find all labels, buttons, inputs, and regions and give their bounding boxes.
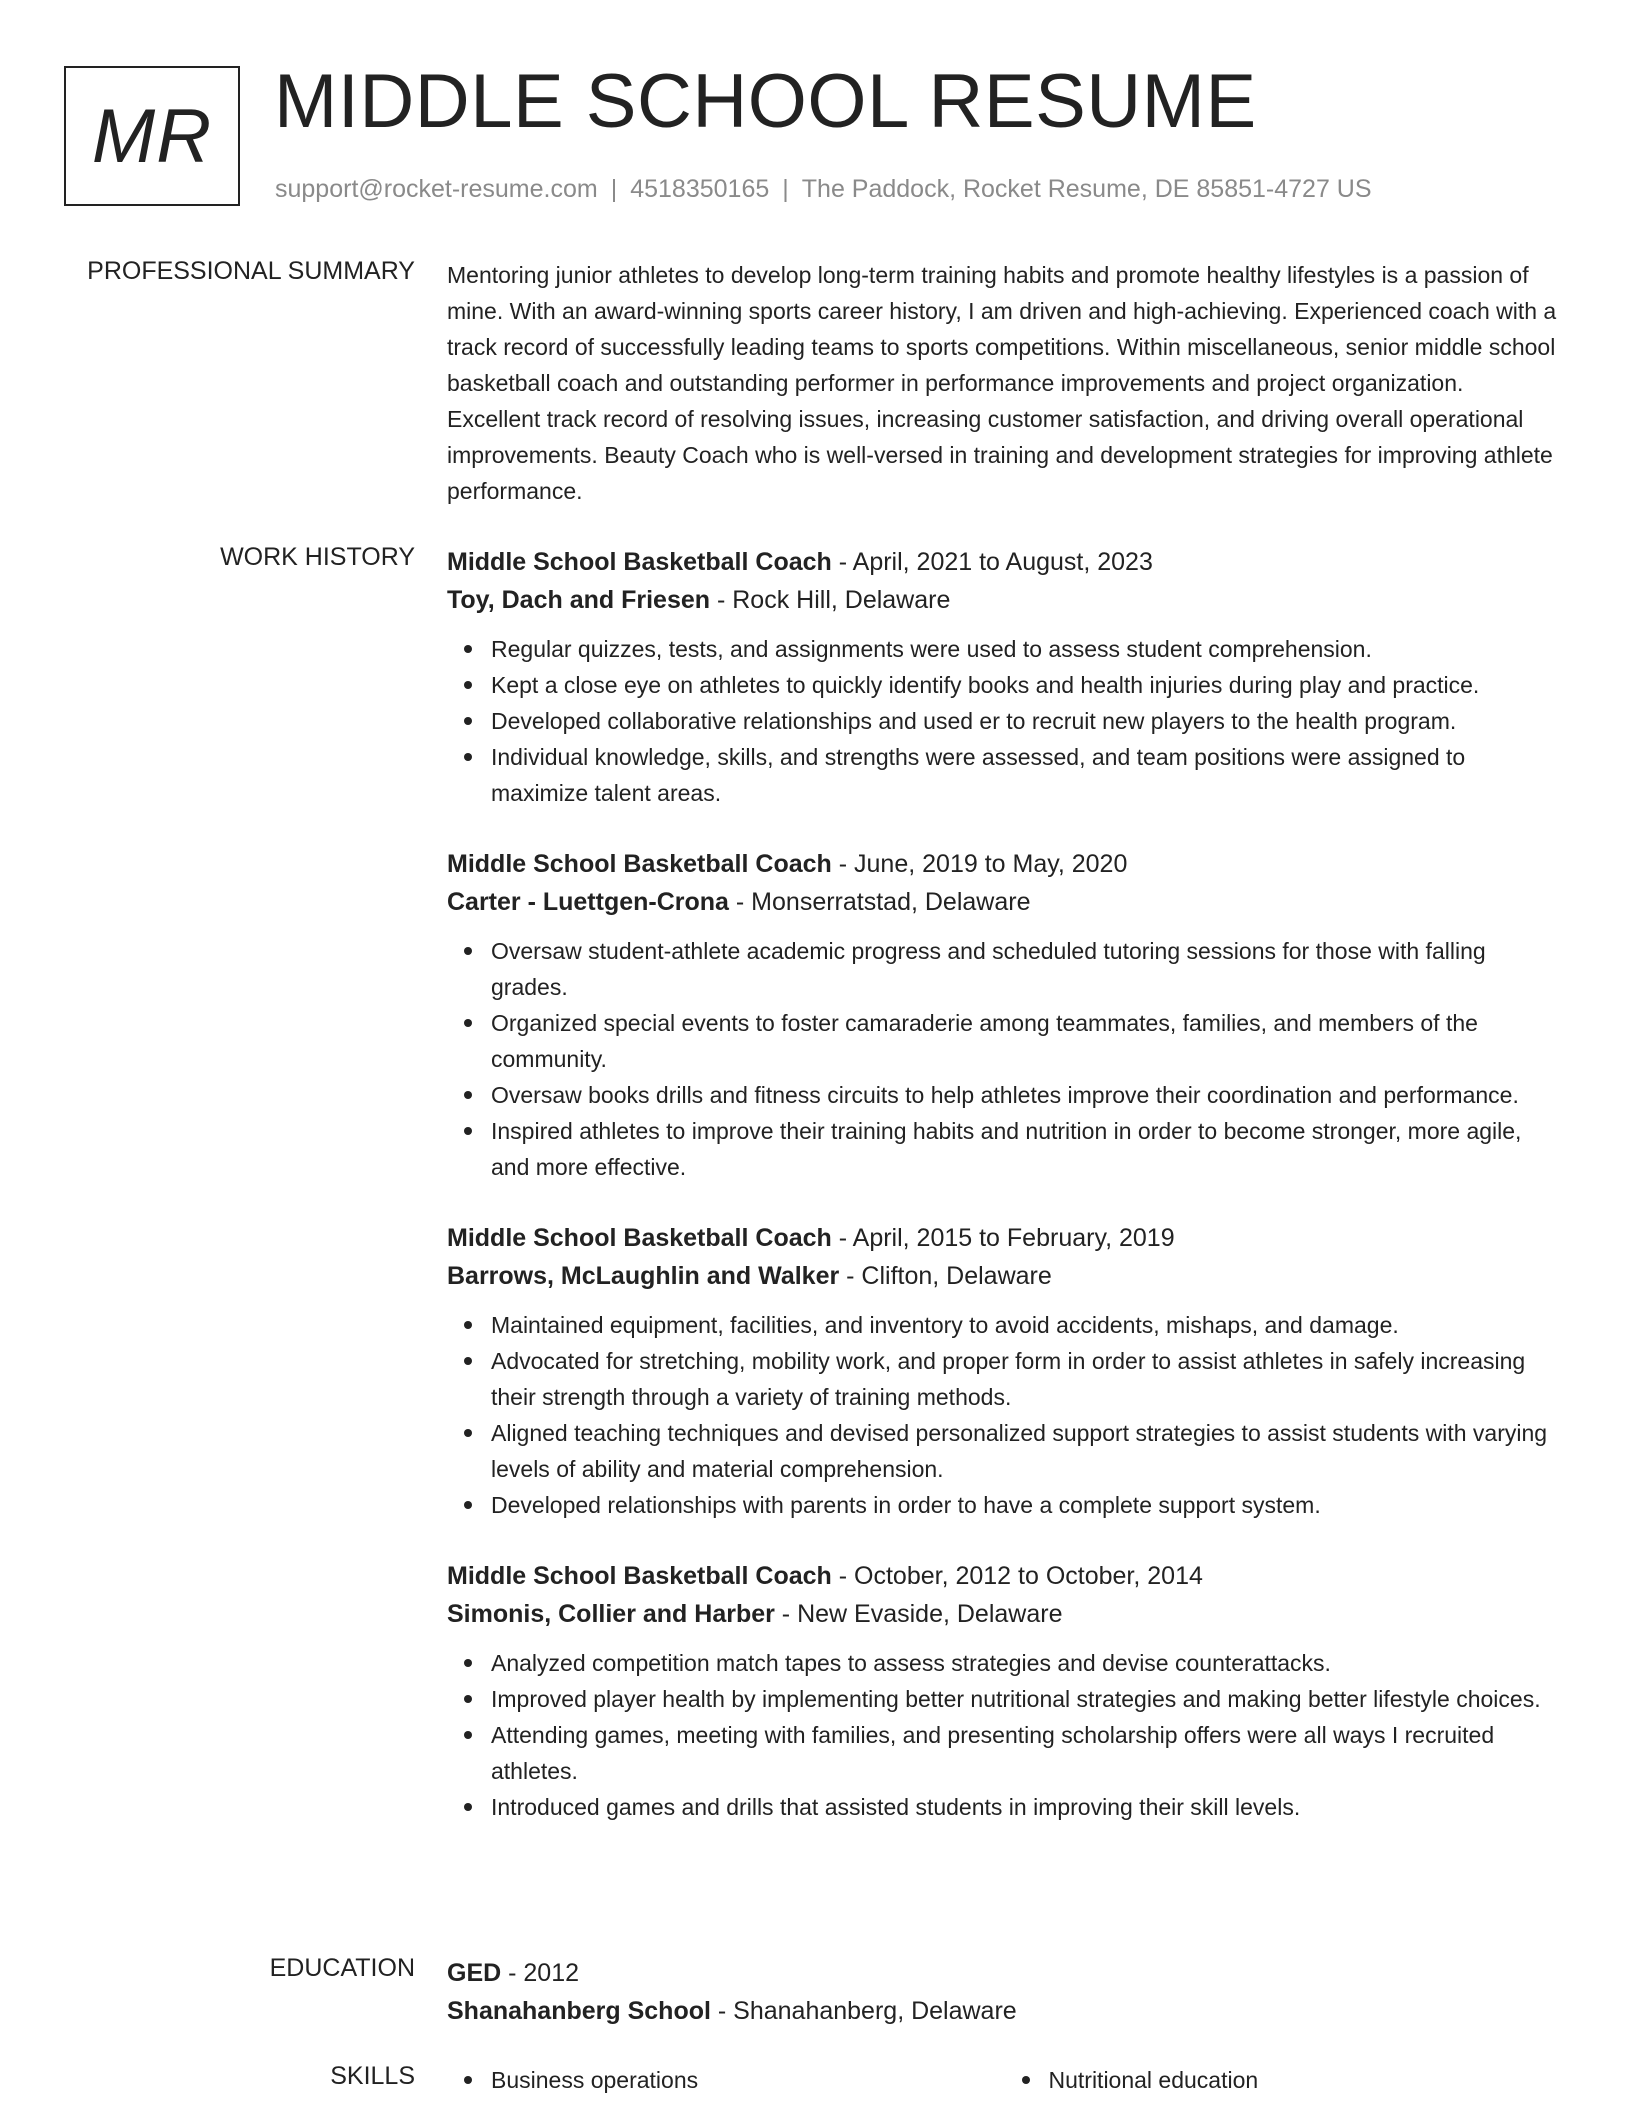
job-title: Middle School Basketball Coach: [447, 1562, 832, 1590]
monogram: MR: [64, 66, 240, 206]
job-bullets: [447, 1307, 1562, 1523]
list-item: Organized special events to foster camaraderie among teammates, families, and members of the community.: [491, 1005, 1562, 1077]
education-location: - Shanahanberg, Delaware: [710, 1997, 1017, 2025]
list-item: Regular quizzes, tests, and assignments were used to assess student comprehension.: [491, 631, 1562, 667]
skill-item: Business operations: [491, 2062, 1005, 2098]
job-company-line: [447, 581, 1562, 619]
job-location: - Monserratstad, Delaware: [728, 888, 1031, 916]
job-title: Middle School Basketball Coach: [447, 850, 832, 878]
list-item: Attending games, meeting with families, and presenting scholarship offers were all ways I recruited athletes.: [491, 1717, 1562, 1789]
contact-phone[interactable]: 4518350165: [630, 175, 770, 203]
job-company-line: [447, 1595, 1562, 1633]
education-school: Shanahanberg School: [447, 1997, 711, 2025]
job-company: Simonis, Collier and Harber: [447, 1600, 775, 1628]
job-company-line: [447, 883, 1562, 921]
contact-separator: |: [782, 175, 789, 203]
list-item: Analyzed competition match tapes to assess strategies and devise counterattacks.: [491, 1645, 1562, 1681]
list-item: Advocated for stretching, mobility work, and proper form in order to assist athletes in safely increasing their strength through a variety of training methods.: [491, 1343, 1562, 1415]
list-item: Oversaw student-athlete academic progress and scheduled tutoring sessions for those with falling grades.: [491, 933, 1562, 1005]
section-label-summary: PROFESSIONAL SUMMARY: [87, 257, 415, 285]
job-title-line: [447, 1219, 1562, 1257]
job-bullets: [447, 631, 1562, 811]
job-dates: - June, 2019 to May, 2020: [831, 850, 1128, 878]
job-dates: - April, 2021 to August, 2023: [831, 548, 1153, 576]
job-entry: [447, 1219, 1562, 1523]
job-company: Carter - Luettgen-Crona: [447, 888, 729, 916]
skill-item: Nutritional education: [1049, 2062, 1563, 2098]
section-label-education: EDUCATION: [269, 1954, 415, 1982]
job-company-line: [447, 1257, 1562, 1295]
contact-email[interactable]: support@rocket-resume.com: [275, 175, 598, 203]
education-degree-line: [447, 1954, 1562, 1992]
education-degree: GED: [447, 1959, 502, 1987]
job-company: Barrows, McLaughlin and Walker: [447, 1262, 840, 1290]
job-entry: [447, 543, 1562, 811]
list-item: Developed relationships with parents in order to have a complete support system.: [491, 1487, 1562, 1523]
list-item: Kept a close eye on athletes to quickly identify books and health injuries during play and practice.: [491, 667, 1562, 703]
resume-name: MIDDLE SCHOOL RESUME: [274, 59, 1257, 144]
job-title-line: [447, 543, 1562, 581]
job-title: Middle School Basketball Coach: [447, 548, 832, 576]
list-item: Individual knowledge, skills, and strengths were assessed, and team positions were assigned to maximize talent areas.: [491, 739, 1562, 811]
summary-text: Mentoring junior athletes to develop long-term training habits and promote healthy lifestyles is a passion of mine. With an award-winning sports career history, I am driven and high-achieving. Experienced coach with a track record of successfully leading teams to sports competitions. Within miscellaneous, senior middle school basketball coach and outstanding performer in performance improvements and project organization. Excellent track record of resolving issues, increasing customer satisfaction, and driving overall operational improvements. Beauty Coach who is well-versed in training and development strategies for improving athlete performance.: [447, 262, 1557, 504]
skills-left-column: [447, 2062, 1005, 2098]
job-location: - New Evaside, Delaware: [774, 1600, 1063, 1628]
contact-address: The Paddock, Rocket Resume, DE 85851-4727 US: [801, 175, 1372, 203]
contact-separator: |: [610, 175, 618, 203]
education-school-line: [447, 1992, 1562, 2030]
section-label-work-history: WORK HISTORY: [220, 543, 415, 571]
job-dates: - April, 2015 to February, 2019: [831, 1224, 1175, 1252]
list-item: Aligned teaching techniques and devised personalized support strategies to assist students with varying levels of ability and material comprehension.: [491, 1415, 1562, 1487]
skills-columns: [447, 2062, 1562, 2098]
education-year: - 2012: [501, 1959, 580, 1987]
job-bullets: [447, 933, 1562, 1185]
job-title: Middle School Basketball Coach: [447, 1224, 832, 1252]
list-item: Maintained equipment, facilities, and inventory to avoid accidents, mishaps, and damage.: [491, 1307, 1562, 1343]
job-title-line: [447, 845, 1562, 883]
list-item: Introduced games and drills that assisted students in improving their skill levels.: [491, 1789, 1562, 1825]
job-location: - Rock Hill, Delaware: [710, 586, 951, 614]
list-item: Improved player health by implementing better nutritional strategies and making better lifestyle choices.: [491, 1681, 1562, 1717]
section-label-skills: SKILLS: [330, 2062, 415, 2090]
contact-line: [275, 175, 1372, 204]
job-entry: [447, 1557, 1562, 1825]
job-dates: - October, 2012 to October, 2014: [831, 1562, 1203, 1590]
job-company: Toy, Dach and Friesen: [447, 586, 711, 614]
skills-right-column: [1005, 2062, 1563, 2098]
job-title-line: [447, 1557, 1562, 1595]
job-location: - Clifton, Delaware: [839, 1262, 1052, 1290]
list-item: Inspired athletes to improve their training habits and nutrition in order to become stronger, more agile, and more effective.: [491, 1113, 1562, 1185]
job-entry: [447, 845, 1562, 1185]
job-bullets: [447, 1645, 1562, 1825]
list-item: Oversaw books drills and fitness circuits to help athletes improve their coordination and performance.: [491, 1077, 1562, 1113]
list-item: Developed collaborative relationships and used er to recruit new players to the health program.: [491, 703, 1562, 739]
